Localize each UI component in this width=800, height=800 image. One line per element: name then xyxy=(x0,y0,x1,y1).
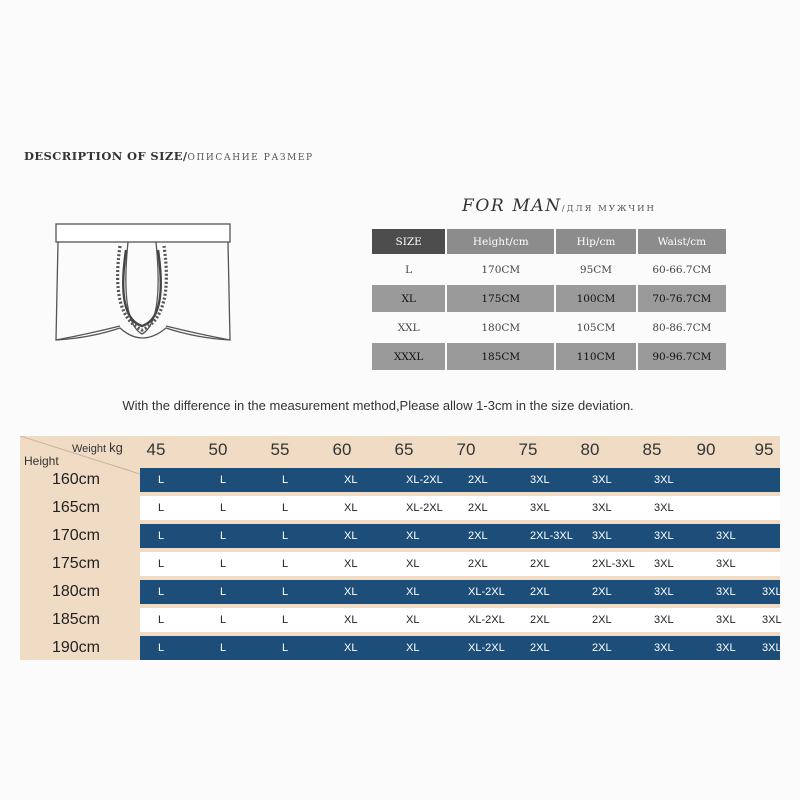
size-cell: 3XL xyxy=(592,502,612,514)
height-row-label: 180cm xyxy=(51,583,101,600)
size-cell: 2XL xyxy=(468,502,488,514)
size-cell: L xyxy=(158,474,165,486)
size-cell: XL xyxy=(344,642,358,654)
height-row-label: 185cm xyxy=(51,611,101,628)
size-cell: 2XL-3XL xyxy=(530,530,573,542)
size-cell: 3XL xyxy=(716,642,736,654)
size-cell: 3XL xyxy=(654,614,674,626)
size-table-row-cell: XL xyxy=(372,285,445,312)
size-table-row xyxy=(372,256,726,283)
size-cell: 3XL xyxy=(762,642,782,654)
height-row xyxy=(20,578,780,606)
height-row xyxy=(20,634,780,662)
size-cell: 3XL xyxy=(716,530,736,542)
size-table-row-cell: 100CM xyxy=(556,285,636,312)
height-row-label: 160cm xyxy=(51,471,101,488)
weight-column-header: 60 xyxy=(332,440,352,459)
size-cell: L xyxy=(158,558,165,570)
weight-column-header: 85 xyxy=(642,440,662,459)
size-cell: XL xyxy=(344,614,358,626)
weight-column-header: 90 xyxy=(696,440,716,459)
size-cell: XL-2XL xyxy=(468,614,505,626)
weight-column-header: 70 xyxy=(456,440,476,459)
height-row xyxy=(20,466,780,494)
size-cell: 2XL xyxy=(592,614,612,626)
size-cell: XL-2XL xyxy=(468,586,505,598)
size-cell: 3XL xyxy=(592,474,612,486)
size-table-row-cell: 175CM xyxy=(447,285,554,312)
size-table-row-cell: 60-66.7CM xyxy=(652,263,712,276)
size-cell: XL-2XL xyxy=(406,502,443,514)
size-table-row-cell: 95CM xyxy=(579,263,613,276)
size-cell: L xyxy=(282,586,289,598)
measurement-note: With the difference in the measurement method,Please allow 1-3cm in the size deviation. xyxy=(122,398,634,413)
size-table-row-cell: 70-76.7CM xyxy=(638,285,726,312)
size-cell: L xyxy=(220,614,227,626)
size-cell: 2XL xyxy=(468,474,488,486)
weight-column-header: 50 xyxy=(208,440,228,459)
size-table-row-cell: XXL xyxy=(397,321,420,334)
weight-axis-label xyxy=(72,440,123,455)
size-cell: XL-2XL xyxy=(406,474,443,486)
size-band xyxy=(140,552,780,576)
height-row xyxy=(20,550,780,578)
size-cell: L xyxy=(282,558,289,570)
size-cell: 3XL xyxy=(654,642,674,654)
weight-height-size-grid xyxy=(20,436,780,660)
size-table-header-row xyxy=(372,229,726,254)
size-cell: L xyxy=(220,474,227,486)
size-table-header-row-cell: Height/cm xyxy=(447,229,554,254)
size-cell: 2XL xyxy=(592,586,612,598)
height-row xyxy=(20,494,780,522)
description-title-en: DESCRIPTION OF SIZE/ xyxy=(24,149,188,163)
size-table-row xyxy=(372,314,726,341)
size-cell: L xyxy=(158,586,165,598)
size-cell: L xyxy=(282,502,289,514)
size-cell: XL-2XL xyxy=(468,642,505,654)
height-row-label: 165cm xyxy=(51,499,101,516)
size-band xyxy=(140,636,780,660)
description-title xyxy=(24,149,314,163)
size-table-header-row-cell: Waist/cm xyxy=(638,229,726,254)
size-table-row xyxy=(372,343,726,370)
size-cell: 3XL xyxy=(530,474,550,486)
size-table-row-cell: 180CM xyxy=(481,321,521,334)
size-cell: 3XL xyxy=(592,530,612,542)
underwear-outline-illustration xyxy=(50,222,236,350)
size-cell: L xyxy=(282,530,289,542)
size-cell: 3XL xyxy=(530,502,550,514)
size-cell: 2XL xyxy=(468,558,488,570)
size-cell: XL xyxy=(406,530,420,542)
size-cell: 2XL xyxy=(468,530,488,542)
size-table-row xyxy=(372,285,726,312)
size-cell: 3XL xyxy=(654,558,674,570)
size-cell: 2XL xyxy=(530,558,550,570)
size-table-header-row-cell: Hip/cm xyxy=(556,229,636,254)
size-table-row-cell: XXXL xyxy=(372,343,445,370)
size-cell: 3XL xyxy=(716,586,736,598)
weight-unit: kg xyxy=(109,440,123,455)
size-cell: XL xyxy=(344,502,358,514)
height-row-label: 190cm xyxy=(51,639,101,656)
size-cell: XL xyxy=(344,558,358,570)
height-row xyxy=(20,606,780,634)
size-cell: L xyxy=(158,530,165,542)
size-cell: XL xyxy=(406,614,420,626)
height-row-label: 175cm xyxy=(51,555,101,572)
size-table-row-cell: 170CM xyxy=(481,263,521,276)
weight-label: Weight xyxy=(72,443,107,455)
size-cell: 3XL xyxy=(654,474,674,486)
size-table-header-row-cell: SIZE xyxy=(372,229,445,254)
size-band xyxy=(140,496,780,520)
size-band xyxy=(140,468,780,492)
weight-column-header: 75 xyxy=(518,440,538,459)
size-table-row-cell: 90-96.7CM xyxy=(638,343,726,370)
size-cell: 3XL xyxy=(716,614,736,626)
size-cell: L xyxy=(220,642,227,654)
size-cell: XL xyxy=(406,642,420,654)
weight-column-header: 80 xyxy=(580,440,600,459)
size-table xyxy=(370,229,728,370)
size-band xyxy=(140,524,780,548)
size-cell: 3XL xyxy=(716,558,736,570)
size-cell: 2XL xyxy=(592,642,612,654)
size-cell: XL xyxy=(344,586,358,598)
size-cell: 2XL-3XL xyxy=(592,558,635,570)
size-band xyxy=(140,608,780,632)
size-cell: 3XL xyxy=(654,530,674,542)
size-band xyxy=(140,580,780,604)
for-man-title xyxy=(462,196,656,216)
size-cell: XL xyxy=(344,530,358,542)
size-cell: 3XL xyxy=(654,586,674,598)
size-cell: L xyxy=(158,502,165,514)
size-cell: XL xyxy=(406,586,420,598)
size-table-row-cell: 185CM xyxy=(447,343,554,370)
weight-column-header: 95 xyxy=(754,440,774,459)
size-cell: XL xyxy=(344,474,358,486)
size-table-row-cell: 80-86.7CM xyxy=(652,321,712,334)
size-table-row-cell: L xyxy=(405,263,413,276)
weight-column-header: 65 xyxy=(394,440,414,459)
size-cell: L xyxy=(158,642,165,654)
size-cell: 3XL xyxy=(762,614,782,626)
size-cell: L xyxy=(158,614,165,626)
description-title-ru: ОПИСАНИЕ РАЗМЕР xyxy=(187,153,314,163)
size-cell: 2XL xyxy=(530,614,550,626)
weight-column-header: 45 xyxy=(146,440,166,459)
height-row xyxy=(20,522,780,550)
size-cell: L xyxy=(220,502,227,514)
size-cell: L xyxy=(282,614,289,626)
height-axis-label: Height xyxy=(24,454,59,468)
size-cell: 2XL xyxy=(530,586,550,598)
size-cell: L xyxy=(282,474,289,486)
height-row-label: 170cm xyxy=(51,527,101,544)
size-cell: L xyxy=(220,558,227,570)
for-man-title-en: FOR MAN xyxy=(462,196,562,216)
size-table-row-cell: 110CM xyxy=(556,343,636,370)
size-cell: 3XL xyxy=(762,586,782,598)
size-table-row-cell: 105CM xyxy=(576,321,616,334)
size-cell: L xyxy=(220,530,227,542)
size-cell: L xyxy=(282,642,289,654)
for-man-title-ru: /ДЛЯ МУЖЧИН xyxy=(561,204,656,214)
size-cell: 3XL xyxy=(654,502,674,514)
size-cell: L xyxy=(220,586,227,598)
weight-column-header: 55 xyxy=(270,440,290,459)
size-cell: 2XL xyxy=(530,642,550,654)
size-cell: XL xyxy=(406,558,420,570)
